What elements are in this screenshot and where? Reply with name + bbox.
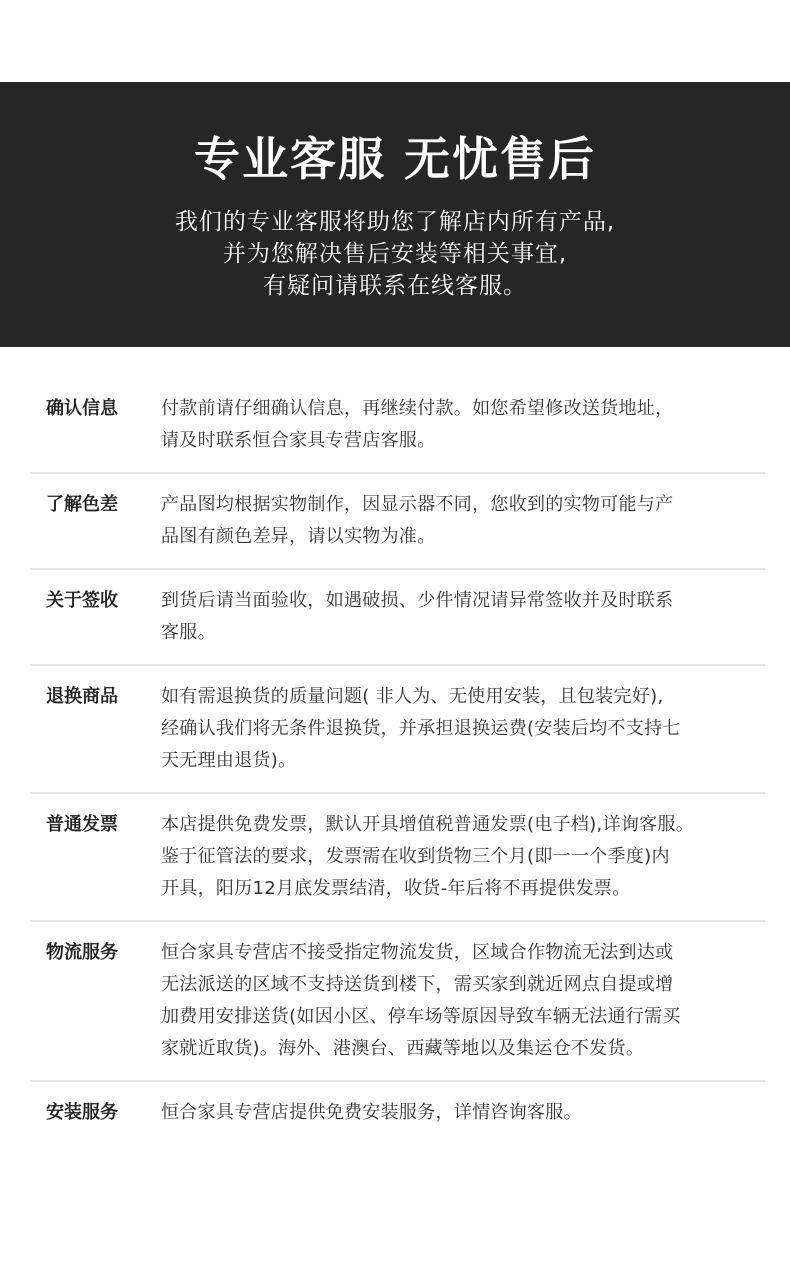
service-banner bbox=[0, 82, 790, 347]
info-row-confirm bbox=[30, 378, 765, 474]
row-text-line: 品图有颜色差异，请以实物为准。 bbox=[161, 526, 436, 547]
row-text-line: 加费用安排送货(如因小区、停车场等原因导致车辆无法通行需买 bbox=[161, 1006, 681, 1027]
row-text-line: 产品图均根据实物制作，因显示器不同，您收到的实物可能与产 bbox=[161, 494, 674, 515]
row-text-line: 恒合家具专营店不接受指定物流发货，区域合作物流无法到达或 bbox=[161, 942, 674, 963]
row-text-line: 到货后请当面验收，如遇破损、少件情况请异常签收并及时联系 bbox=[161, 590, 674, 611]
row-text bbox=[161, 1097, 765, 1129]
row-label: 了解色差 bbox=[46, 494, 118, 515]
row-text-line: 本店提供免费发票，默认开具增值税普通发票(电子档),详询客服。 bbox=[161, 814, 695, 835]
row-text bbox=[161, 681, 765, 777]
row-text-line: 经确认我们将无条件退换货，并承担退换运费(安装后均不支持七 bbox=[161, 718, 681, 739]
service-info-list bbox=[30, 378, 765, 1144]
banner-title: 专业客服 无忧售后 bbox=[193, 132, 596, 186]
row-text-line: 无法派送的区域不支持送货到楼下，需买家到就近网点自提或增 bbox=[161, 974, 674, 995]
info-row-invoice bbox=[30, 794, 765, 922]
info-row-installation bbox=[30, 1082, 765, 1144]
row-label: 普通发票 bbox=[46, 814, 118, 835]
info-row-receipt bbox=[30, 570, 765, 666]
row-text-line: 天无理由退货)。 bbox=[161, 750, 297, 771]
banner-description bbox=[0, 206, 790, 302]
row-text-line: 恒合家具专营店提供免费安装服务，详情咨询客服。 bbox=[161, 1102, 582, 1123]
row-text-line: 付款前请仔细确认信息，再继续付款。如您希望修改送货地址， bbox=[161, 398, 674, 419]
row-text bbox=[161, 393, 765, 457]
row-label: 关于签收 bbox=[46, 590, 118, 611]
row-text-line: 开具，阳历12月底发票结清，收货-年后将不再提供发票。 bbox=[161, 878, 631, 899]
row-label: 确认信息 bbox=[46, 398, 118, 419]
banner-desc-line: 我们的专业客服将助您了解店内所有产品, bbox=[174, 209, 616, 235]
row-text-line: 请及时联系恒合家具专营店客服。 bbox=[161, 430, 436, 451]
row-text bbox=[161, 937, 765, 1065]
row-text bbox=[161, 585, 765, 649]
row-text bbox=[161, 489, 765, 553]
banner-desc-line: 有疑问请联系在线客服。 bbox=[263, 273, 527, 299]
row-label: 物流服务 bbox=[46, 942, 118, 963]
info-row-returns bbox=[30, 666, 765, 794]
row-text-line: 鉴于征管法的要求，发票需在收到货物三个月(即一一个季度)内 bbox=[161, 846, 670, 867]
row-text bbox=[161, 809, 765, 905]
row-text-line: 客服。 bbox=[161, 622, 216, 643]
info-row-logistics bbox=[30, 922, 765, 1082]
row-text-line: 如有需退换货的质量问题( 非人为、无使用安装，且包装完好), bbox=[161, 686, 664, 707]
row-text-line: 家就近取货)。海外、港澳台、西藏等地以及集运仓不发货。 bbox=[161, 1038, 645, 1059]
banner-desc-line: 并为您解决售后安装等相关事宜, bbox=[222, 241, 568, 267]
row-label: 安装服务 bbox=[46, 1102, 118, 1123]
info-row-color bbox=[30, 474, 765, 570]
row-label: 退换商品 bbox=[46, 686, 118, 707]
